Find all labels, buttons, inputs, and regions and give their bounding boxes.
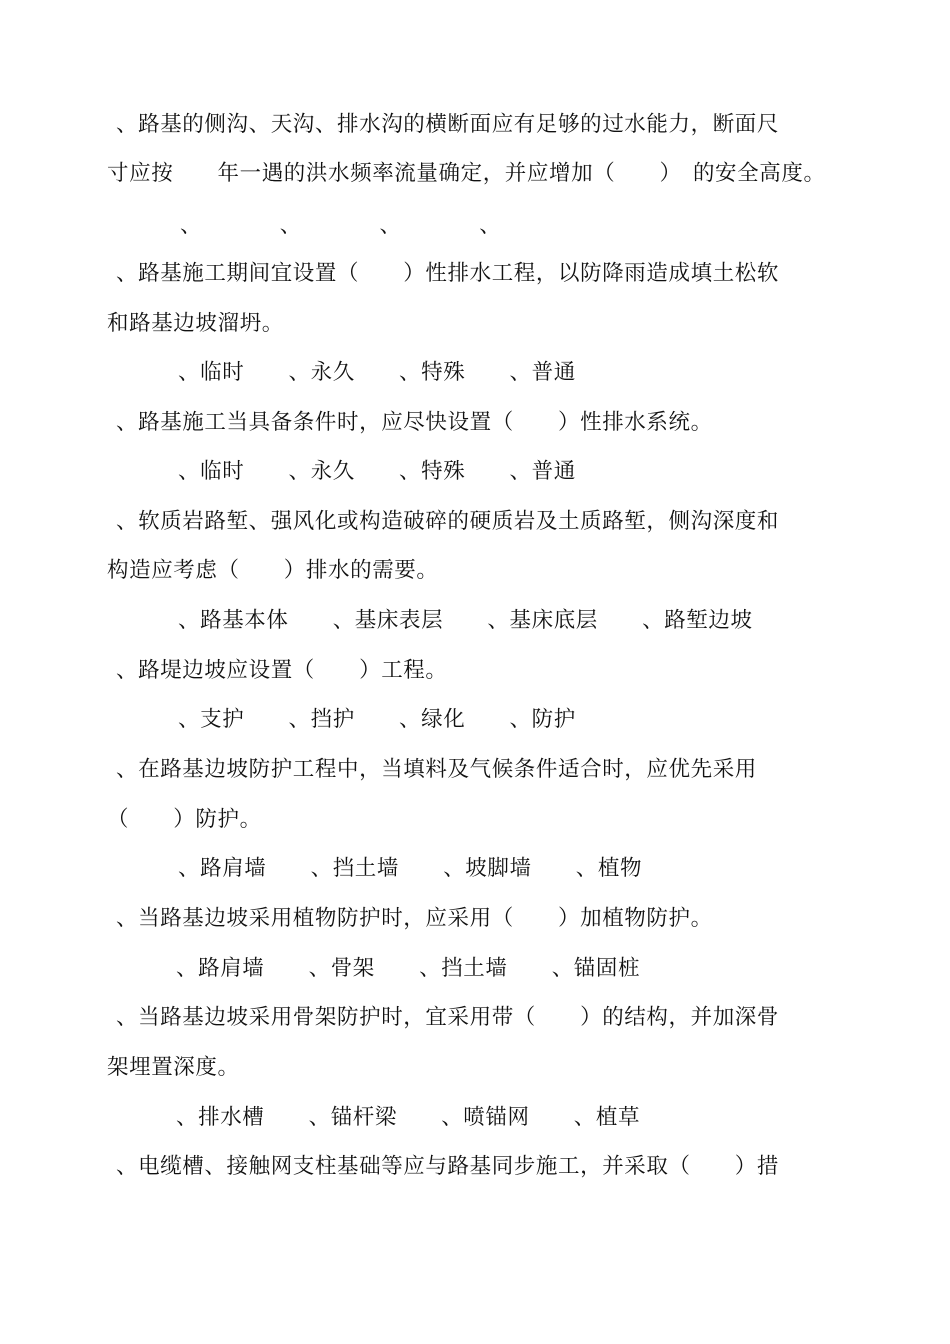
q2-options: 、临时 、永久 、特殊 、普通 xyxy=(178,360,576,385)
q6-options: 、路肩墙 、挡土墙 、坡脚墙 、植物 xyxy=(178,856,643,881)
q6-stem-line2: （ ）防护。 xyxy=(107,807,262,832)
q1-stem-line2: 寸应按 年一遇的洪水频率流量确定，并应增加（ ） 的安全高度。 xyxy=(107,161,826,186)
q7-stem: 、当路基边坡采用植物防护时，应采用（ ）加植物防护。 xyxy=(116,906,713,931)
q5-options: 、支护 、挡护 、绿化 、防护 xyxy=(178,707,576,732)
q4-stem-line2: 构造应考虑（ ）排水的需要。 xyxy=(107,558,439,583)
q1-options: 、 、 、 、 xyxy=(180,213,502,238)
q8-stem-line2: 架埋置深度。 xyxy=(107,1055,240,1080)
q8-stem-line1: 、当路基边坡采用骨架防护时，宜采用带（ ）的结构，并加深骨 xyxy=(116,1005,780,1030)
q3-options: 、临时 、永久 、特殊 、普通 xyxy=(178,459,576,484)
q8-options: 、排水槽 、锚杆梁 、喷锚网 、植草 xyxy=(176,1105,641,1130)
q5-stem: 、路堤边坡应设置（ ）工程。 xyxy=(116,658,448,683)
q6-stem-line1: 、在路基边坡防护工程中，当填料及气候条件适合时，应优先采用 xyxy=(116,757,757,782)
q4-stem-line1: 、软质岩路堑、强风化或构造破碎的硬质岩及土质路堑，侧沟深度和 xyxy=(116,509,780,534)
q2-stem-line2: 和路基边坡溜坍。 xyxy=(107,311,284,336)
q3-stem: 、路基施工当具备条件时，应尽快设置（ ）性排水系统。 xyxy=(116,410,713,435)
q4-options: 、路基本体 、基床表层 、基床底层 、路堑边坡 xyxy=(178,608,753,633)
q2-stem-line1: 、路基施工期间宜设置（ ）性排水工程，以防降雨造成填土松软 xyxy=(116,261,780,286)
q1-stem-line1: 、路基的侧沟、天沟、排水沟的横断面应有足够的过水能力，断面尺 xyxy=(116,112,780,137)
q9-stem-line1: 、电缆槽、接触网支柱基础等应与路基同步施工，并采取（ ）措 xyxy=(116,1154,780,1179)
q7-options: 、路肩墙 、骨架 、挡土墙 、锚固桩 xyxy=(176,956,641,981)
